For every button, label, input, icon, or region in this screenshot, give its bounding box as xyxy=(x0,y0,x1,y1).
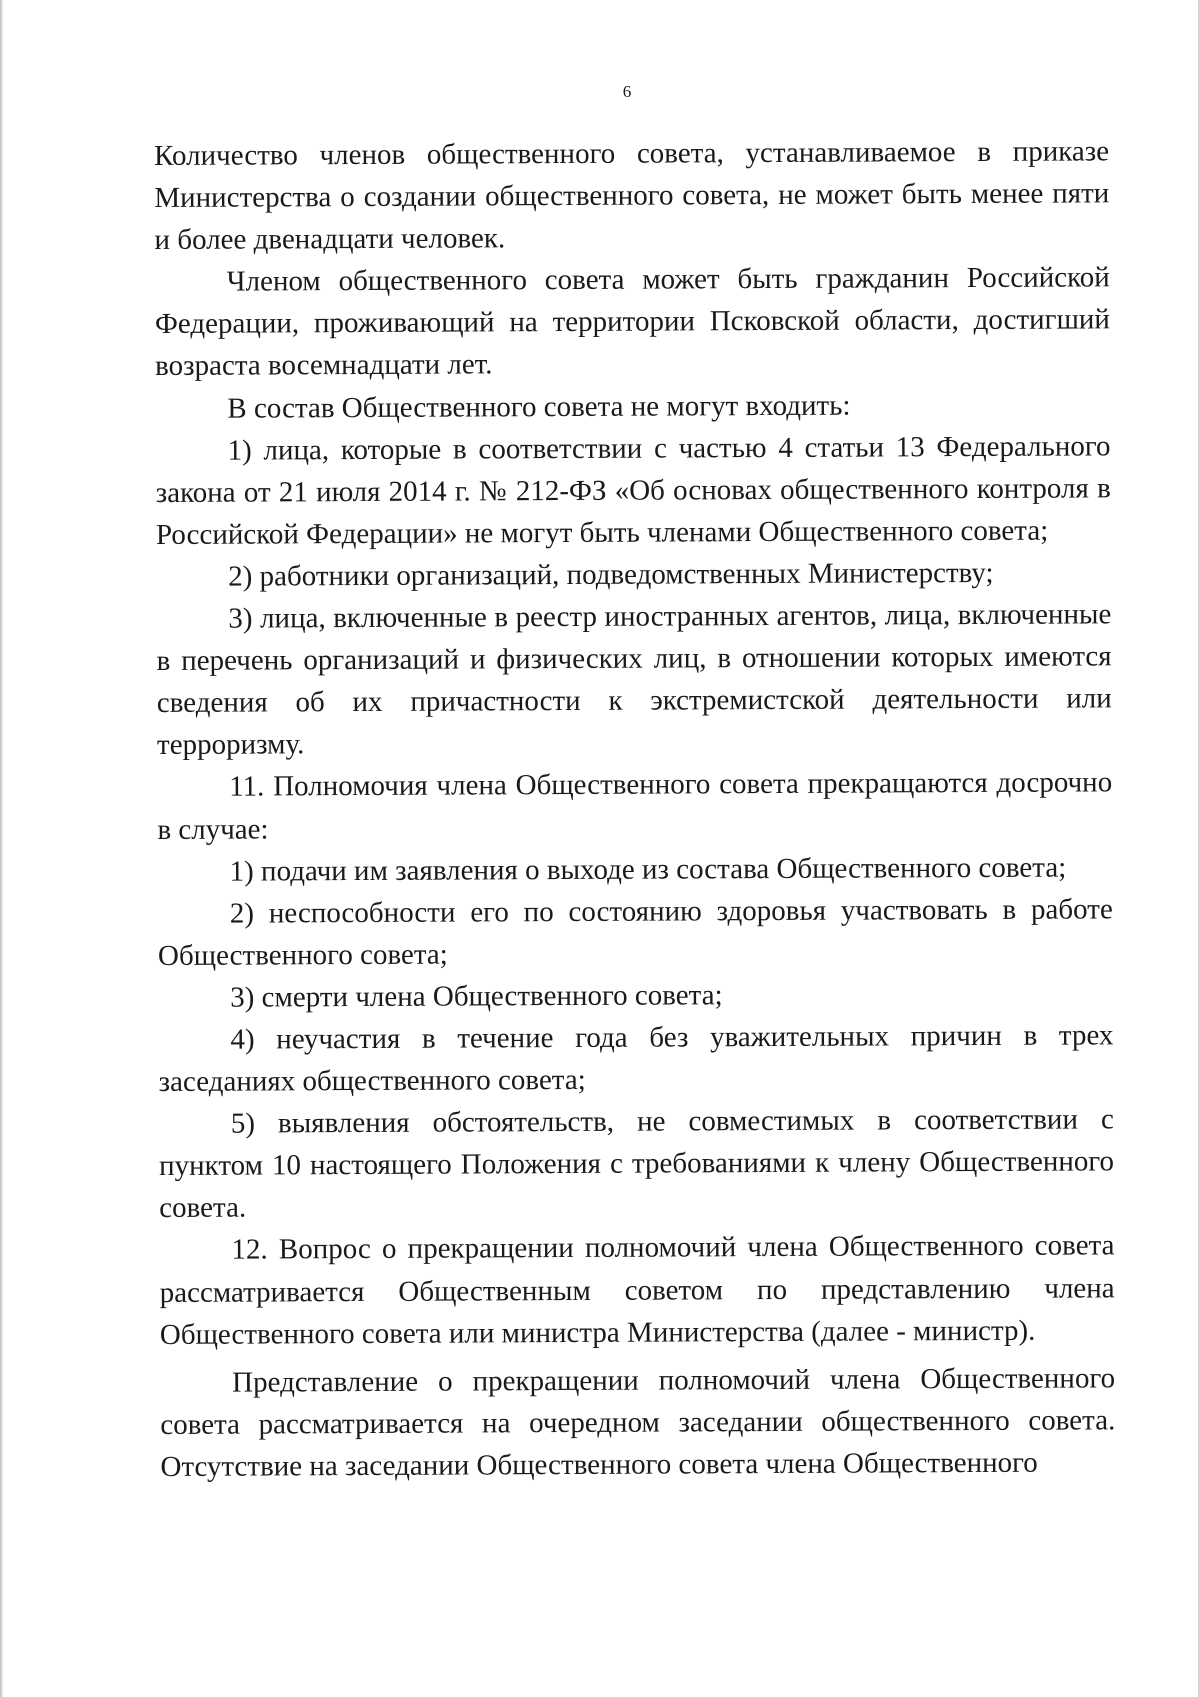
document-body xyxy=(154,130,1116,1488)
paragraph-council-size: Количество членов общественного совета, устанавливаемое в приказе Министерства о создании общественного совета, не может быть менее пяти и более двенадцати человек. xyxy=(154,135,1110,257)
list-item-exclusion-1: 1) лица, которые в соответствии с частью 4 статьи 13 Федерального закона от 21 июля 2014 г. № 212-ФЗ «Об основах общественного контроля в Российской Федерации» не могут быть членами Общественного совета; xyxy=(155,429,1111,551)
scan-edge-left xyxy=(0,0,3,1697)
list-item-termination-3: 3) смерти члена Общественного совета; xyxy=(230,979,723,1014)
list-item-termination-2: 2) неспособности его по состоянию здоровья участвовать в работе Общественного совета; xyxy=(157,893,1113,972)
paragraph-termination-review: Представление о прекращении полномочий члена Общественного совета рассматривается на очередном заседании общественного совета. Отсутствие на заседании Общественного совета члена Общественного xyxy=(160,1362,1116,1483)
clause-12: 12. Вопрос о прекращении полномочий члена Общественного совета рассматривается Общественным советом по представлению члена Общественного совета или министра Министерства (далее - министр). xyxy=(159,1229,1115,1351)
paragraph-member-eligibility: Членом общественного совета может быть гражданин Российской Федерации, проживающий на территории Псковской области, достигший возраста восемнадцати лет. xyxy=(154,261,1110,383)
list-item-termination-1: 1) подачи им заявления о выходе из состава Общественного совета; xyxy=(229,851,1067,888)
list-item-termination-4: 4) неучастия в течение года без уважительных причин в трех заседаниях общественного совета; xyxy=(158,1019,1114,1099)
clause-11: 11. Полномочия члена Общественного совета прекращаются досрочно в случае: xyxy=(157,766,1113,846)
list-item-termination-5: 5) выявления обстоятельств, не совместимых в соответствии с пунктом 10 настоящего Положения с требованиями к члену Общественного совета. xyxy=(158,1103,1115,1225)
page-number: 6 xyxy=(622,82,632,101)
list-item-exclusion-3: 3) лица, включенные в реестр иностранных агентов, лица, включенные в перечень организаций и физических лиц, в отношении которых имеются сведения об их причастности к экстремистской деятельности или терроризму. xyxy=(156,598,1112,762)
list-item-exclusion-2: 2) работники организаций, подведомственных Министерству; xyxy=(228,556,994,593)
paragraph-exclusions-intro: В состав Общественного совета не могут входить: xyxy=(227,389,851,425)
